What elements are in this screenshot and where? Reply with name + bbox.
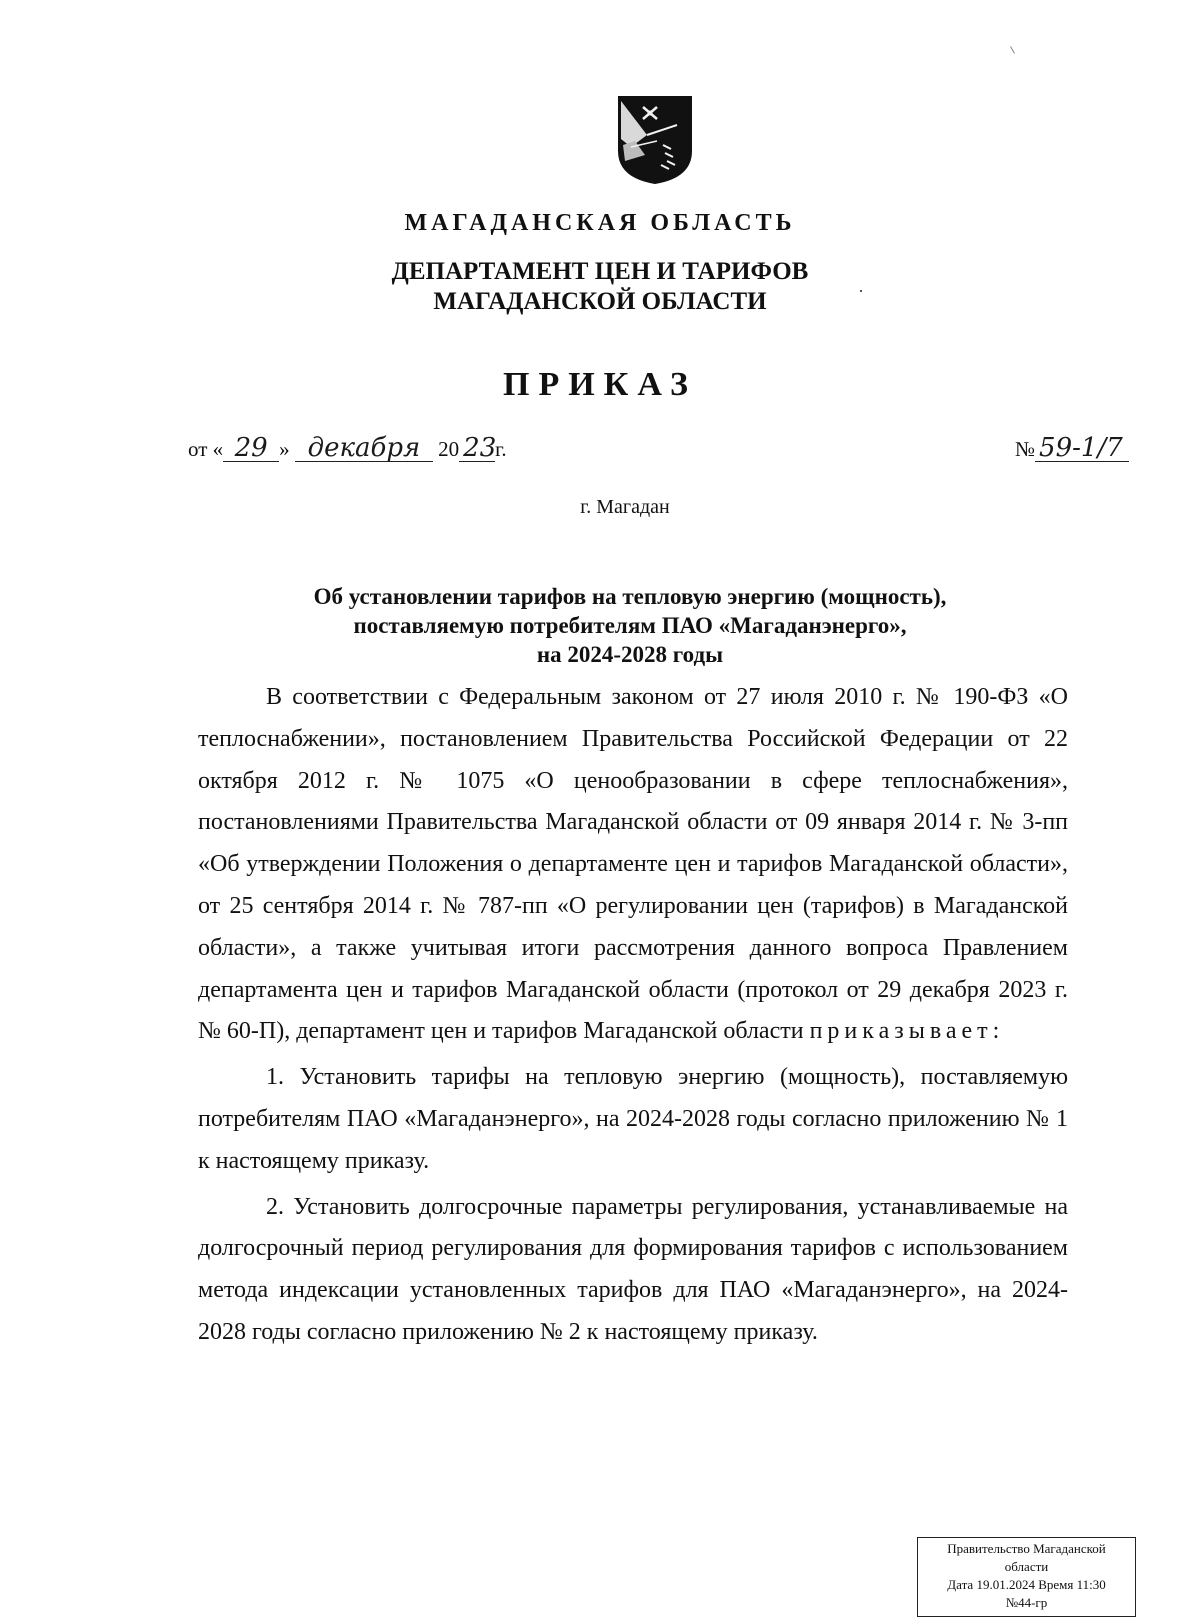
registration-stamp (917, 1537, 1136, 1617)
order-item-2: 2. Установить долгосрочные параметры регулирования, устанавливаемые на долгосрочный период регулирования для формирования тарифов с использованием метода индексации установленных тарифов для ПАО «Магаданэнерго», на 2024-2028 годы согласно приложению № 2 к настоящему приказу. (198, 1193, 1068, 1345)
date-month-handwritten: декабря (295, 435, 433, 462)
order-title-line: на 2024-2028 годы (536, 642, 724, 667)
stamp-line: области (1004, 1559, 1049, 1574)
city-line: г. Магадан (580, 496, 670, 518)
date-suffix: г. (495, 437, 507, 461)
preamble-text: В соответствии с Федеральным законом от 27 июля 2010 г. № 190-ФЗ «О теплоснабжении», постановлением Правительства Российской Федерации от 22 октября 2012 г. № 1075 «О ценообразовании в сфере теплоснабжения», постановлениями Правительства Магаданской области от 09 января 2014 г. № 3-пп «Об утверждении Положения о департаменте цен и тарифов Магаданской области», от 25 сентября 2014 г. № 787-пп «О регулировании цен (тарифов) в Магаданской области», а также учитывая итоги рассмотрения данного вопроса Правлением департамента цен и тарифов Магаданской области (протокол от 29 декабря 2023 г. № 60-П), департамент цен и тарифов Магаданской области (198, 684, 1068, 1045)
department-heading-line2: МАГАДАНСКОЙ ОБЛАСТИ (433, 288, 767, 315)
preamble-paragraph (198, 677, 1068, 1053)
orders-word: приказывает (809, 1018, 993, 1045)
document-type-heading: ПРИКАЗ (503, 366, 697, 403)
region-heading: МАГАДАНСКАЯ ОБЛАСТЬ (404, 210, 796, 236)
date-year-handwritten: 23 (459, 435, 495, 462)
order-title-line: поставляемую потребителям ПАО «Магаданэнерго», (353, 613, 907, 638)
stamp-line: Правительство Магаданской (947, 1541, 1106, 1556)
order-title-line: Об установлении тарифов на тепловую энергию (мощность), (313, 584, 947, 609)
date-century: 20 (438, 437, 460, 461)
date-line (188, 435, 507, 462)
order-title (180, 582, 1080, 669)
order-number-handwritten: 59-1/7 (1035, 435, 1129, 462)
order-number-prefix: № (1015, 437, 1036, 461)
stamp-line: №44-гр (1005, 1595, 1048, 1610)
orders-colon: : (992, 1018, 1000, 1045)
order-number-line (1015, 435, 1129, 462)
date-day-handwritten: 29 (223, 435, 279, 462)
coat-of-arms-icon (617, 95, 693, 185)
order-body (198, 677, 1068, 1354)
date-prefix: от « (188, 437, 224, 461)
scan-speck (1010, 46, 1015, 53)
department-heading-line1: ДЕПАРТАМЕНТ ЦЕН И ТАРИФОВ (391, 258, 809, 285)
date-mid: » (279, 437, 290, 461)
order-item-1: 1. Установить тарифы на тепловую энергию (мощность), поставляемую потребителям ПАО «Магаданэнерго», на 2024-2028 годы согласно приложению № 1 к настоящему приказу. (198, 1064, 1068, 1174)
stamp-line: Дата 19.01.2024 Время 11:30 (947, 1577, 1106, 1592)
